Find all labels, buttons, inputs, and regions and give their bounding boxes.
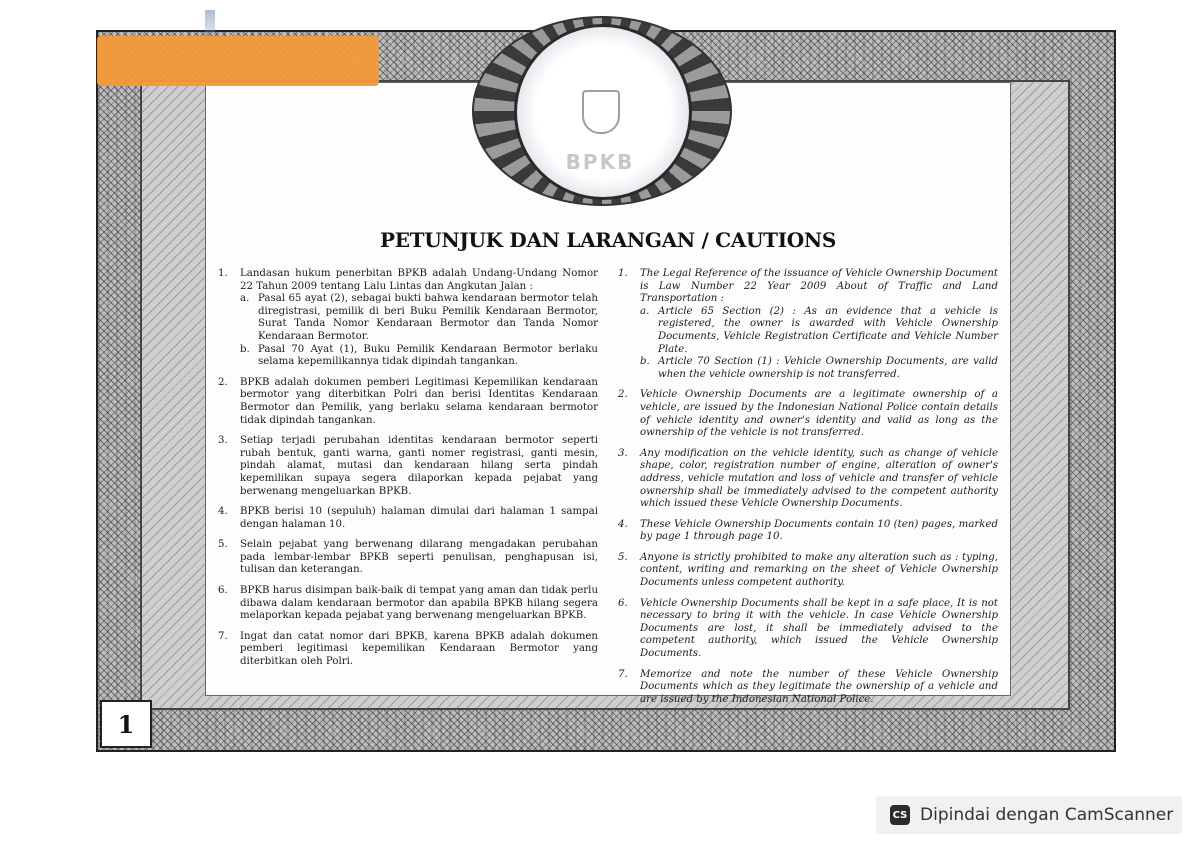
item-text: BPKB berisi 10 (sepuluh) halaman dimulai dari halaman 1 sampai dengan halaman 10. (240, 506, 598, 530)
camscanner-icon: CS (890, 805, 910, 825)
item-number: 5. (218, 539, 228, 551)
scanner-label: Dipindai dengan CamScanner (920, 805, 1174, 825)
item-text: Ingat dan catat nomor dari BPKB, karena BPKB adalah dokumen pemberi legitimasi kepemilikan Kendaraan Bermotor yang diterbitkan oleh Polri. (240, 630, 598, 668)
item-number: 3. (618, 447, 628, 459)
item-number: 1. (218, 268, 228, 279)
sub-item (640, 356, 998, 381)
caution-item (218, 506, 598, 531)
sub-item-letter: a. (240, 293, 250, 305)
item-text: Selain pejabat yang berwenang dilarang mengadakan perubahan pada lembar-lembar BPKB seperti penulisan, penghapusan isi, tulisan dan keterangan. (240, 539, 598, 576)
caution-item (218, 539, 598, 577)
shield-icon (582, 90, 620, 134)
item-text: Vehicle Ownership Documents shall be kept in a safe place, It is not necessary to bring it with the vehicle. In case Vehicle Ownership Documents are lost, it shall be immediately advised to the competent authority, which issued the Vehicle Ownership Documents. (640, 597, 998, 660)
sub-item-letter: b. (240, 343, 250, 355)
redaction-mark (97, 36, 379, 86)
cautions-indonesian (218, 268, 598, 677)
caution-item (218, 585, 598, 623)
sub-item-text: Article 70 Section (1) : Vehicle Ownership Documents, are valid when the vehicle ownership is not transferred. (658, 356, 998, 380)
item-text: Any modification on the vehicle identity, such as change of vehicle shape, color, registration number of engine, alteration of owner's address, vehicle mutation and loss of vehicle and transfer of vehicle ownership shall be immediately advised to the competent authority which issued these Vehicle Ownership Documents. (640, 447, 998, 510)
item-text: The Legal Reference of the issuance of Vehicle Ownership Document is Law Number 22 Year 2009 About of Traffic and Land Transportation : (640, 268, 998, 305)
item-number: 2. (218, 376, 228, 388)
item-number: 7. (618, 668, 628, 680)
item-number: 4. (218, 506, 228, 518)
item-text: Anyone is strictly prohibited to make any alteration such as : typing, content, writing and remarking on the sheet of Vehicle Ownership Documents unless competent authority. (640, 551, 998, 589)
caution-item (618, 519, 998, 544)
sub-item-text: Article 65 Section (2) : As an evidence that a vehicle is registered, the owner is awarded with Vehicle Ownership Documents, Vehicle Registration Certificate and Vehicle Number Plate. (658, 305, 998, 355)
item-number: 2. (618, 389, 628, 401)
item-text: Landasan hukum penerbitan BPKB adalah Undang-Undang Nomor 22 Tahun 2009 tentang Lalu Lintas dan Angkutan Jalan : (240, 268, 598, 292)
caution-item (618, 552, 998, 590)
item-text: Memorize and note the number of these Vehicle Ownership Documents which as they legitimate the ownership of a vehicle and are issued by the Indonesian National Police. (640, 668, 998, 705)
caution-item (218, 268, 598, 369)
item-number: 5. (618, 551, 628, 563)
caution-item (618, 669, 998, 707)
item-number: 4. (618, 518, 628, 530)
item-text: Vehicle Ownership Documents are a legitimate ownership of a vehicle, are issued by the Indonesian National Police contain details of vehicle identity and owner's identity and valid as long as the ownership of the vehicle is not transferred. (640, 389, 998, 439)
emblem-label: BPKB (565, 150, 635, 174)
sub-item (640, 306, 998, 356)
item-number: 1. (618, 268, 628, 279)
sub-item (240, 293, 598, 343)
sub-item-letter: b. (640, 356, 650, 368)
page-number: 1 (100, 700, 152, 748)
caution-item (618, 598, 998, 661)
sub-item-letter: a. (640, 305, 650, 317)
item-number: 7. (218, 630, 228, 642)
document-title: PETUNJUK DAN LARANGAN / CAUTIONS (379, 228, 836, 252)
item-number: 3. (218, 435, 228, 447)
caution-item (618, 268, 998, 381)
caution-item (218, 435, 598, 498)
caution-item (618, 448, 998, 511)
caution-item (218, 377, 598, 427)
scanner-watermark (876, 796, 1182, 834)
item-text: Setiap terjadi perubahan identitas kendaraan bermotor seperti rubah bentuk, ganti warna, ganti nomer registrasi, ganti mesin, pindah alamat, mutasi dan kendaraan hilang serta pindah kepemilikan supaya segera dilaporkan kepada pejabat yang berwenang mengeluarkan BPKB. (240, 435, 598, 497)
caution-item (618, 389, 998, 439)
item-number: 6. (218, 585, 228, 597)
item-text: BPKB harus disimpan baik-baik di tempat yang aman dan tidak perlu dibawa dalam kendaraan bermotor dan apabila BPKB hilang segera melaporkan kepada pejabat yang berwenang mengeluarkan BPKB. (240, 585, 598, 622)
caution-item (218, 631, 598, 669)
item-text: These Vehicle Ownership Documents contain 10 (ten) pages, marked by page 1 through page 10. (640, 518, 998, 543)
sub-item (240, 344, 598, 369)
sub-item-text: Pasal 65 ayat (2), sebagai bukti bahwa kendaraan bermotor telah diregistrasi, pemilik di beri Buku Pemilik Kendaraan Bermotor, Surat Tanda Nomor Kendaraan Bermotor dan Tanda Nomor Kendaraan Bermotor. (258, 293, 598, 342)
sub-item-text: Pasal 70 Ayat (1), Buku Pemilik Kendaraan Bermotor berlaku selama kepemilikannya tidak dipindah tangankan. (258, 343, 598, 368)
cautions-english (618, 268, 998, 714)
item-number: 6. (618, 597, 628, 609)
item-text: BPKB adalah dokumen pemberi Legitimasi Kepemilikan kendaraan bermotor yang diterbitkan Polri dan berisi Identitas Kendaraan Bermotor dan Pemilik, yang berlaku selama kendaraan bermotor tidak dipindah tangankan. (240, 376, 598, 426)
